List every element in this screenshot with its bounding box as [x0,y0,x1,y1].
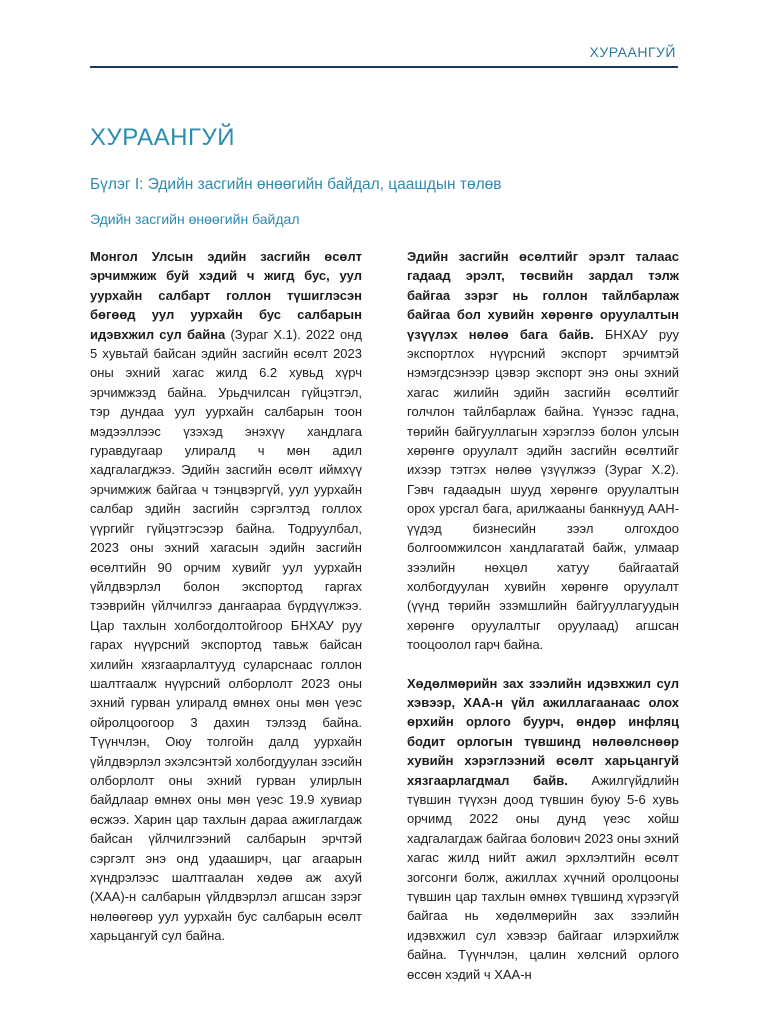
page-title: ХУРААНГУЙ [90,124,235,151]
left-column [90,247,362,946]
left-paragraph-1-body: (Зураг X.1). 2022 онд 5 хувьтай байсан эдийн засгийн өсөлт 2023 оны эхний хагас жилд 6.2 хувьд хүрч эрчимжээд байна. Урьдчилсан гүйцэтгэл, тэр дундаа уул уурхайн салбарын тоон мэдээллээс үзэхэд энэхүү хандлага гуравдугаар улиралд ч мөн адил хадгалагджээ. Эдийн засгийн өсөлт иймхүү эрчимжиж байгаа ч тэнцвэргүй, уул уурхайн салбар эдийн засгийн сэргэлтэд голлох үүргийг гүйцэтгэсээр байна. Тодруулбал, 2023 оны эхний хагасын эдийн засгийн өсөлтийн 90 орчим хувийг уул уурхайн үйлдвэрлэл болон экспортод гаргах тээврийн үйлчилгээ дангаараа бүрдүүлжээ. Цар тахлын холбогдолтойгоор БНХАУ руу гарах нүүрсний экспортод тавьж байсан хилийн хязгаарлалтууд суларснаас голлон шалтгаалж нүүрсний олборлолт 2023 оны эхний гурван улиралд өмнөх оны мөн үеэс ойролцоогоор 3 дахин тэлээд байна. Түүнчлэн, Оюу толгойн далд уурхайн үйлдвэрлэл эхэлсэнтэй холбогдуулан зэсийн олборлолт оны эхний гурван улирлын байдлаар өмнөх оны мөн үеэс 19.9 хувиар өсжээ. Харин цар тахлын дараа ажиглагдаж байсан үйлчилгээний салбарын эрчтэй сэргэлт энэ онд удааширч, цаг агаарын хүндрэлээс шалтгаалан хөдөө аж ахуй (ХАА)-н салбарын үйлдвэрлэл агшсан зэрэг нөлөөгөөр уул уурхайн бус салбарын өсөлт харьцангуй сул байна. [90,326,362,944]
right-paragraph-1 [407,247,679,655]
right-paragraph-2 [407,674,679,985]
section-title: Эдийн засгийн өнөөгийн байдал [90,211,300,227]
right-paragraph-2-body: Ажилгүйдлийн түвшин түүхэн доод түвшин буюу 5-6 хувь орчимд 2022 оны дунд үеэс хойш хадгалагдаж байгаа болович 2023 оны эхний хагас жилд нийт ажил эрхлэлтийн өсөлт зогсонги болж, ажиллах хүчний оролцооны түвшин цар тахлын өмнөх түвшинд хүрээгүй байгаа нь хөдөлмөрийн зах зээлийн идэвхжил сул хэвээр байгааг илэрхийлж байна. Түүнчлэн, цалин хөлсний орлого өссөн хэдий ч ХАА-н [407,772,679,982]
running-header: ХУРААНГУЙ [589,44,676,60]
right-paragraph-1-body: БНХАУ руу экспортлох нүүрсний экспорт эрчимтэй нэмэгдсэнээр цэвэр экспорт энэ оны эхний хагас жилийн эдийн засгийн өсөлтийг голчлон тайлбарлаж байна. Үүнээс гадна, төрийн байгууллагын хэрэглээ болон улсын хөрөнгө оруулалт эдийн засгийн өсөлтийг ихээр тэтгэх нөлөө үзүүлжээ (Зураг X.2). Гэвч гадаадын шууд хөрөнгө оруулалтын орох урсгал бага, арилжааны банкнууд ААН-үүдэд бизнесийн зээл олгохдоо болгоомжилсон хандлагатай байж, улмаар зээлийн нөхцөл хатуу байгаатай холбогдуулан хувийн хөрөнгө оруулалт (үүнд төрийн эзэмшлийн байгууллагуудын хөрөнгө оруулалтыг оруулаад) агшсан тооцоолол гарч байна. [407,326,679,653]
chapter-title: Бүлэг I: Эдийн засгийн өнөөгийн байдал, цаашдын төлөв [90,176,502,193]
left-paragraph-1-lead: Монгол Улсын эдийн засгийн өсөлт эрчимжиж буй хэдий ч жигд бус, уул уурхайн салбарт голлон түшиглэсэн бөгөөд уул уурхайн бус салбарын идэвхжил сул байна [90,249,362,342]
right-paragraph-2-lead: Хөдөлмөрийн зах зээлийн идэвхжил сул хэвээр, ХАА-н үйл ажиллагаанаас олох өрхийн орлого буурч, өндөр инфляц бодит орлогын түвшинд нөлөөлснөөр хувийн хэрэглээний өсөлт харьцангуй хязгаарлагдмал байв. [407,675,679,788]
left-paragraph-1 [90,247,362,946]
right-column [407,247,679,984]
header-rule [90,66,678,68]
right-paragraph-1-lead: Эдийн засгийн өсөлтийг эрэлт талаас гадаад эрэлт, төсвийн зардал тэлж байгаа зэрэг нь голлон тайлбарлаж байгаа бол хувийн хөрөнгө оруулалтын үзүүлэх нөлөө бага байв. [407,249,679,342]
